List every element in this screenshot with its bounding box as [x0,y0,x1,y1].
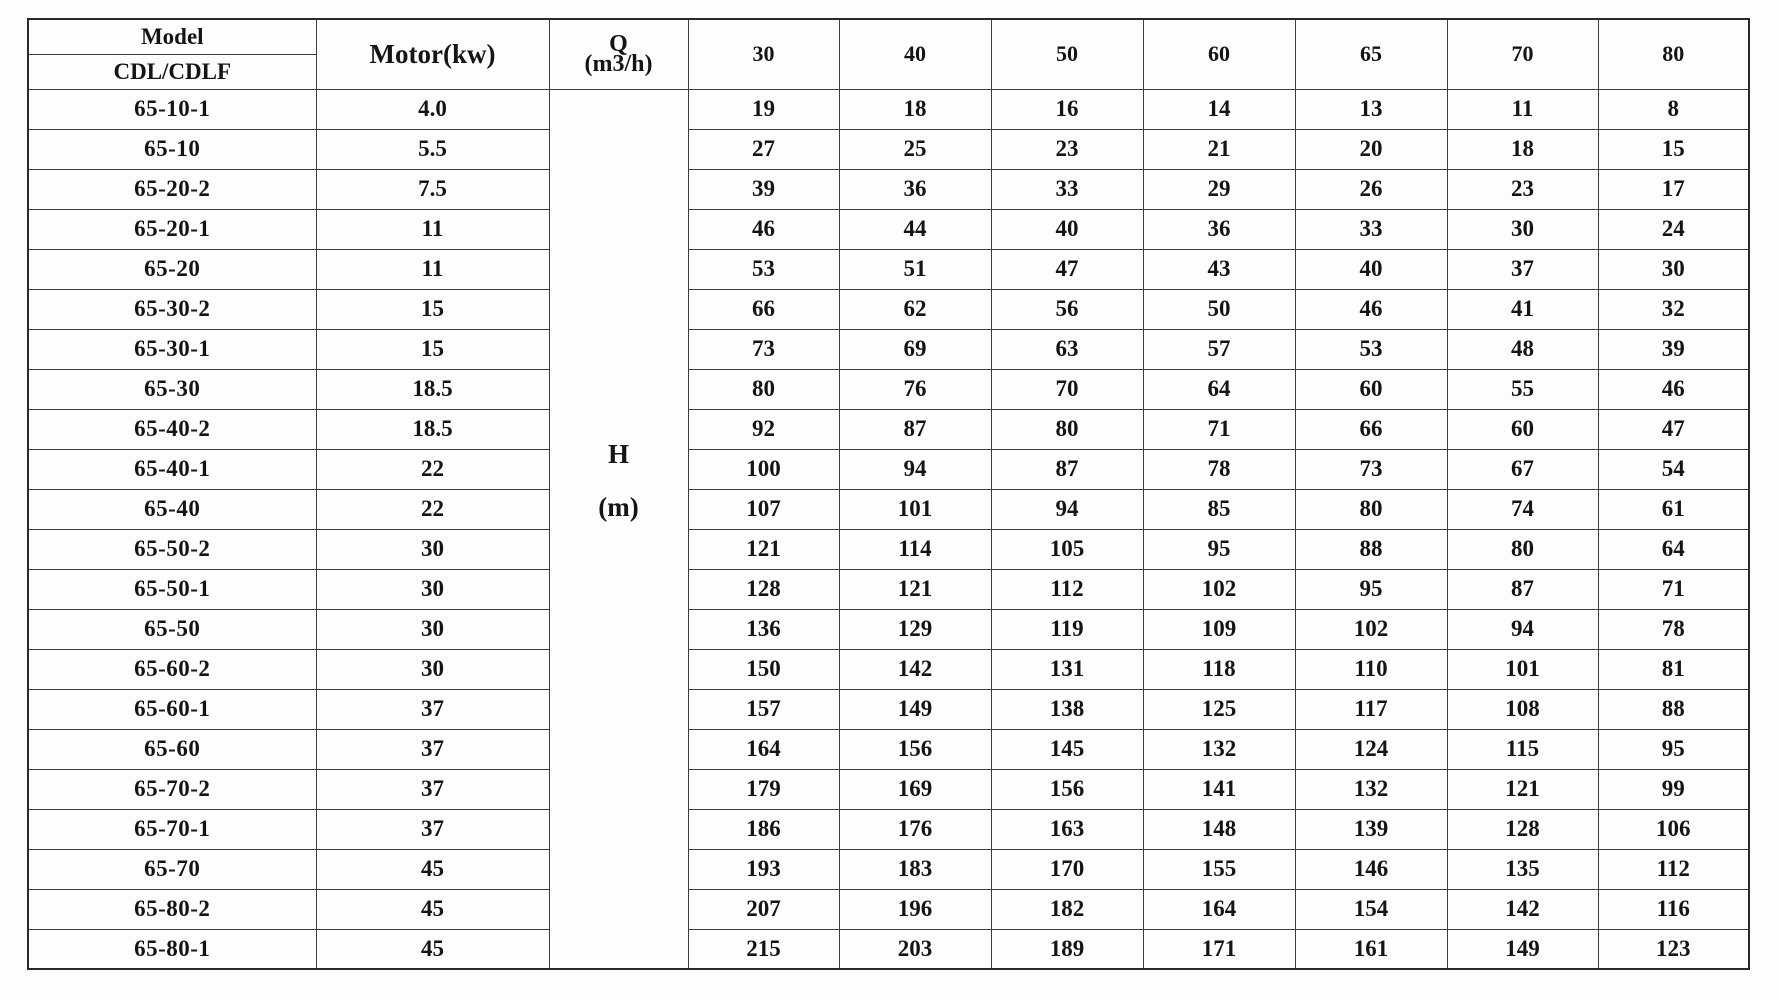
head-value-cell: 80 [1447,529,1598,569]
head-value-cell: 27 [688,129,839,169]
head-value-cell: 170 [991,849,1143,889]
head-value-cell: 80 [991,409,1143,449]
head-value-cell: 92 [688,409,839,449]
head-value-cell: 196 [839,889,991,929]
head-value-cell: 163 [991,809,1143,849]
head-value-cell: 46 [688,209,839,249]
head-value-cell: 29 [1143,169,1295,209]
table-row [28,289,1749,329]
head-value-cell: 56 [991,289,1143,329]
head-value-cell: 57 [1143,329,1295,369]
table-row [28,569,1749,609]
model-cell: 65-60-1 [28,689,316,729]
motor-cell: 18.5 [316,409,549,449]
motor-cell: 30 [316,609,549,649]
head-value-cell: 124 [1295,729,1447,769]
head-value-cell: 129 [839,609,991,649]
head-value-cell: 149 [1447,929,1598,969]
motor-cell: 45 [316,889,549,929]
head-value-cell: 69 [839,329,991,369]
head-value-cell: 25 [839,129,991,169]
head-value-cell: 118 [1143,649,1295,689]
motor-cell: 15 [316,329,549,369]
head-value-cell: 66 [1295,409,1447,449]
header-flow-65: 65 [1295,19,1447,89]
head-value-cell: 41 [1447,289,1598,329]
head-value-cell: 128 [1447,809,1598,849]
head-value-cell: 23 [1447,169,1598,209]
head-value-cell: 55 [1447,369,1598,409]
head-value-cell: 62 [839,289,991,329]
model-cell: 65-20 [28,249,316,289]
head-value-cell: 64 [1598,529,1749,569]
table-row [28,649,1749,689]
table-row [28,249,1749,289]
model-cell: 65-10 [28,129,316,169]
head-value-cell: 74 [1447,489,1598,529]
head-value-cell: 157 [688,689,839,729]
head-value-cell: 54 [1598,449,1749,489]
q-symbol: Q [609,31,628,58]
head-value-cell: 40 [1295,249,1447,289]
table-row [28,689,1749,729]
header-flow-80: 80 [1598,19,1749,89]
table-row [28,329,1749,369]
head-value-cell: 109 [1143,609,1295,649]
table-row [28,449,1749,489]
head-value-cell: 189 [991,929,1143,969]
motor-cell: 11 [316,249,549,289]
head-value-cell: 148 [1143,809,1295,849]
header-flow-70: 70 [1447,19,1598,89]
table-row [28,489,1749,529]
head-value-cell: 100 [688,449,839,489]
motor-cell: 37 [316,729,549,769]
head-value-cell: 36 [839,169,991,209]
header-flow-q [549,19,688,89]
head-value-cell: 102 [1143,569,1295,609]
head-value-cell: 13 [1295,89,1447,129]
header-model-title: Model [28,19,316,54]
head-value-cell: 73 [688,329,839,369]
head-value-cell: 183 [839,849,991,889]
head-value-cell: 121 [839,569,991,609]
head-value-cell: 15 [1598,129,1749,169]
head-value-cell: 121 [688,529,839,569]
head-value-cell: 176 [839,809,991,849]
head-value-cell: 132 [1143,729,1295,769]
model-cell: 65-20-1 [28,209,316,249]
head-value-cell: 156 [991,769,1143,809]
head-value-cell: 164 [1143,889,1295,929]
model-cell: 65-80-2 [28,889,316,929]
head-value-cell: 95 [1295,569,1447,609]
head-value-cell: 87 [1447,569,1598,609]
model-cell: 65-30 [28,369,316,409]
head-value-cell: 36 [1143,209,1295,249]
head-value-cell: 117 [1295,689,1447,729]
head-value-cell: 179 [688,769,839,809]
head-value-cell: 60 [1447,409,1598,449]
head-value-cell: 33 [1295,209,1447,249]
table-row [28,849,1749,889]
table-row [28,529,1749,569]
head-value-cell: 150 [688,649,839,689]
head-value-cell: 186 [688,809,839,849]
head-value-cell: 121 [1447,769,1598,809]
head-value-cell: 53 [688,249,839,289]
head-value-cell: 88 [1295,529,1447,569]
head-value-cell: 99 [1598,769,1749,809]
head-value-cell: 112 [1598,849,1749,889]
table-row [28,409,1749,449]
head-value-cell: 78 [1598,609,1749,649]
motor-cell: 18.5 [316,369,549,409]
head-value-cell: 51 [839,249,991,289]
table-row [28,89,1749,129]
head-value-cell: 48 [1447,329,1598,369]
header-row-1 [28,19,1749,54]
table-row [28,889,1749,929]
head-value-cell: 64 [1143,369,1295,409]
head-value-cell: 26 [1295,169,1447,209]
head-value-cell: 95 [1598,729,1749,769]
head-unit: (m) [598,491,639,522]
head-value-cell: 132 [1295,769,1447,809]
motor-cell: 11 [316,209,549,249]
table-row [28,169,1749,209]
head-value-cell: 215 [688,929,839,969]
head-value-cell: 207 [688,889,839,929]
head-value-cell: 112 [991,569,1143,609]
head-value-cell: 71 [1143,409,1295,449]
table-row [28,369,1749,409]
head-value-cell: 182 [991,889,1143,929]
head-value-cell: 18 [1447,129,1598,169]
head-value-cell: 94 [1447,609,1598,649]
header-flow-40: 40 [839,19,991,89]
head-value-cell: 37 [1447,249,1598,289]
head-value-cell: 14 [1143,89,1295,129]
table-row [28,729,1749,769]
head-value-cell: 20 [1295,129,1447,169]
head-value-cell: 19 [688,89,839,129]
head-value-cell: 154 [1295,889,1447,929]
header-model-series: CDL/CDLF [28,54,316,89]
head-value-cell: 88 [1598,689,1749,729]
head-value-cell: 145 [991,729,1143,769]
head-value-cell: 66 [688,289,839,329]
motor-cell: 22 [316,449,549,489]
head-value-cell: 85 [1143,489,1295,529]
head-value-cell: 107 [688,489,839,529]
head-value-cell: 95 [1143,529,1295,569]
head-value-cell: 108 [1447,689,1598,729]
head-value-cell: 67 [1447,449,1598,489]
motor-cell: 22 [316,489,549,529]
head-value-cell: 141 [1143,769,1295,809]
head-value-cell: 43 [1143,249,1295,289]
head-value-cell: 76 [839,369,991,409]
header-flow-50: 50 [991,19,1143,89]
head-value-cell: 71 [1598,569,1749,609]
head-value-cell: 46 [1598,369,1749,409]
table-row [28,769,1749,809]
head-value-cell: 30 [1598,249,1749,289]
head-value-cell: 125 [1143,689,1295,729]
head-value-cell: 94 [991,489,1143,529]
motor-cell: 30 [316,569,549,609]
head-value-cell: 78 [1143,449,1295,489]
head-value-cell: 21 [1143,129,1295,169]
head-value-cell: 114 [839,529,991,569]
table-row [28,809,1749,849]
head-value-cell: 106 [1598,809,1749,849]
head-value-cell: 80 [688,369,839,409]
head-value-cell: 161 [1295,929,1447,969]
head-value-cell: 53 [1295,329,1447,369]
head-value-cell: 171 [1143,929,1295,969]
head-value-cell: 81 [1598,649,1749,689]
head-value-cell: 30 [1447,209,1598,249]
head-symbol: H [607,438,629,469]
model-cell: 65-20-2 [28,169,316,209]
head-value-cell: 135 [1447,849,1598,889]
head-value-cell: 116 [1598,889,1749,929]
motor-cell: 37 [316,809,549,849]
model-cell: 65-40-1 [28,449,316,489]
head-value-cell: 39 [1598,329,1749,369]
head-value-cell: 138 [991,689,1143,729]
motor-cell: 15 [316,289,549,329]
head-value-cell: 128 [688,569,839,609]
motor-cell: 45 [316,929,549,969]
motor-cell: 4.0 [316,89,549,129]
head-unit-cell [549,89,688,969]
head-value-cell: 50 [1143,289,1295,329]
head-value-cell: 131 [991,649,1143,689]
header-flow-60: 60 [1143,19,1295,89]
model-cell: 65-30-2 [28,289,316,329]
head-value-cell: 16 [991,89,1143,129]
head-value-cell: 94 [839,449,991,489]
model-cell: 65-10-1 [28,89,316,129]
head-value-cell: 46 [1295,289,1447,329]
head-value-cell: 155 [1143,849,1295,889]
head-value-cell: 123 [1598,929,1749,969]
model-cell: 65-70-2 [28,769,316,809]
head-value-cell: 203 [839,929,991,969]
table-row [28,209,1749,249]
head-value-cell: 24 [1598,209,1749,249]
head-value-cell: 156 [839,729,991,769]
head-value-cell: 32 [1598,289,1749,329]
head-value-cell: 47 [1598,409,1749,449]
head-value-cell: 119 [991,609,1143,649]
model-cell: 65-70 [28,849,316,889]
model-cell: 65-60 [28,729,316,769]
motor-cell: 45 [316,849,549,889]
head-value-cell: 80 [1295,489,1447,529]
model-cell: 65-50-2 [28,529,316,569]
motor-cell: 30 [316,649,549,689]
motor-cell: 30 [316,529,549,569]
model-cell: 65-30-1 [28,329,316,369]
header-motor: Motor(kw) [316,19,549,89]
head-value-cell: 105 [991,529,1143,569]
table-row [28,129,1749,169]
head-value-cell: 18 [839,89,991,129]
model-cell: 65-40 [28,489,316,529]
head-value-cell: 61 [1598,489,1749,529]
header-flow-30: 30 [688,19,839,89]
head-value-cell: 146 [1295,849,1447,889]
motor-cell: 37 [316,769,549,809]
head-value-cell: 101 [1447,649,1598,689]
head-value-cell: 60 [1295,369,1447,409]
head-value-cell: 70 [991,369,1143,409]
head-value-cell: 17 [1598,169,1749,209]
head-value-cell: 164 [688,729,839,769]
head-value-cell: 193 [688,849,839,889]
head-value-cell: 102 [1295,609,1447,649]
head-value-cell: 87 [991,449,1143,489]
head-value-cell: 139 [1295,809,1447,849]
motor-cell: 7.5 [316,169,549,209]
head-value-cell: 101 [839,489,991,529]
motor-cell: 37 [316,689,549,729]
head-value-cell: 142 [1447,889,1598,929]
head-value-cell: 63 [991,329,1143,369]
head-value-cell: 87 [839,409,991,449]
q-unit: (m3/h) [584,51,653,78]
head-value-cell: 8 [1598,89,1749,129]
head-value-cell: 142 [839,649,991,689]
head-value-cell: 169 [839,769,991,809]
model-cell: 65-50-1 [28,569,316,609]
head-value-cell: 39 [688,169,839,209]
model-cell: 65-60-2 [28,649,316,689]
pump-spec-table [27,18,1750,970]
model-cell: 65-50 [28,609,316,649]
head-value-cell: 115 [1447,729,1598,769]
head-value-cell: 110 [1295,649,1447,689]
head-value-cell: 44 [839,209,991,249]
model-cell: 65-70-1 [28,809,316,849]
head-value-cell: 11 [1447,89,1598,129]
head-value-cell: 47 [991,249,1143,289]
head-value-cell: 33 [991,169,1143,209]
table-row [28,609,1749,649]
motor-cell: 5.5 [316,129,549,169]
head-value-cell: 136 [688,609,839,649]
head-value-cell: 149 [839,689,991,729]
model-cell: 65-80-1 [28,929,316,969]
head-value-cell: 73 [1295,449,1447,489]
model-cell: 65-40-2 [28,409,316,449]
head-value-cell: 40 [991,209,1143,249]
table-row [28,929,1749,969]
head-value-cell: 23 [991,129,1143,169]
